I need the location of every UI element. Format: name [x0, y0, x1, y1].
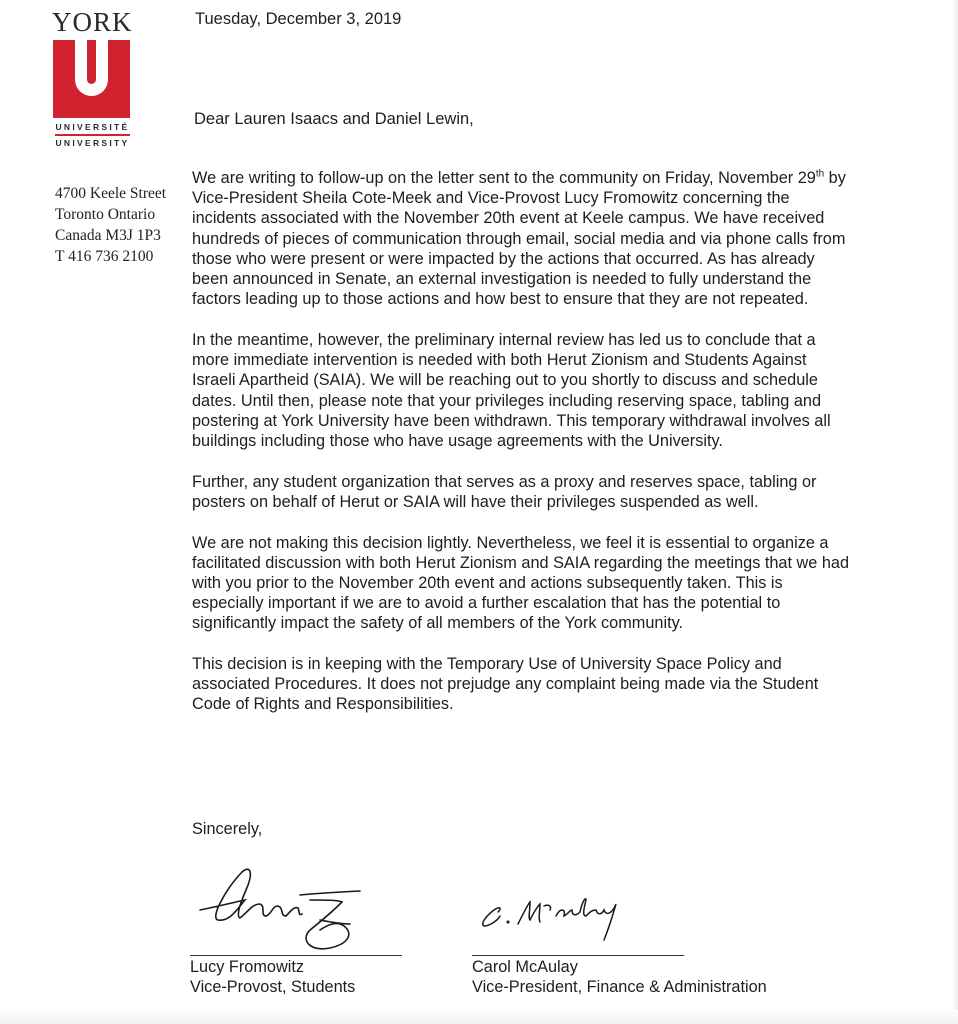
signatory-title: Vice-Provost, Students: [190, 978, 356, 996]
letter-date: Tuesday, December 3, 2019: [195, 10, 402, 28]
address-city: Toronto Ontario: [55, 206, 156, 223]
page-edge: [952, 0, 958, 1024]
salutation: Dear Lauren Isaacs and Daniel Lewin,: [194, 110, 474, 128]
logo-wordmark: YORK: [52, 7, 133, 37]
signature-mcaulay: [472, 860, 687, 955]
paragraph-2: In the meantime, however, the preliminary internal review has led us to conclude that a more immediate intervention is needed with both Herut Zionism and Students Against Israeli Apartheid (SAIA). We will be reaching out to you shortly to discuss and schedule dates. Until then, please note that your privileges including reserving space, tabling and postering at York University have been withdrawn. This temporary withdrawal involves all buildings including those who have usage agreements with the University.: [192, 330, 831, 450]
logo-line-english: UNIVERSITY: [55, 138, 130, 148]
paragraph-5: This decision is in keeping with the Temporary Use of University Space Policy and associated Procedures. It does not prejudge any complaint being made via the Student Code of Rights and Responsibilities.: [192, 655, 819, 714]
signature-line: [472, 955, 684, 956]
letter-body: [192, 168, 852, 735]
logo-u-mark: [53, 40, 130, 118]
signatory-name: Lucy Fromowitz: [190, 958, 304, 976]
paragraph-1: We are writing to follow-up on the letter sent to the community on Friday, November 29th by Vice-President Sheila Cote-Meek and Vice-Provost Lucy Fromowitz concerning the incidents associated with the November 20th event at Keele campus. We have received hundreds of pieces of communication through email, social media and via phone calls from those who were present or were impacted by the actions that occurred. As has already been announced in Senate, an external investigation is needed to fully understand the factors leading up to those actions and how best to ensure that they are not repeated.: [192, 168, 846, 309]
address-street: 4700 Keele Street: [55, 185, 167, 202]
letterhead-address: [55, 183, 166, 267]
signatory-name: Carol McAulay: [472, 958, 578, 976]
page-bottom-edge: [0, 1010, 958, 1024]
york-university-logo: [52, 8, 132, 148]
signature-block-fromowitz: [190, 860, 405, 997]
paragraph-4: We are not making this decision lightly. Nevertheless, we feel it is essential to organize a facilitated discussion with both Herut Zionism and SAIA regarding the meetings that we had with you prior to the November 20th event and actions subsequently taken. This is especially important if we are to avoid a further escalation that has the potential to significantly impact the safety of all members of the York community.: [192, 533, 850, 633]
address-phone: T 416 736 2100: [55, 248, 154, 265]
closing: Sincerely,: [192, 820, 263, 838]
logo-line-french: UNIVERSITÉ: [55, 122, 130, 132]
logo-u-shape: [75, 40, 108, 96]
signature-block-mcaulay: [472, 860, 767, 997]
signature-fromowitz: [190, 860, 405, 955]
address-country-postal: Canada M3J 1P3: [55, 227, 161, 244]
signatory-title: Vice-President, Finance & Administration: [472, 978, 767, 996]
logo-divider: [55, 134, 130, 136]
signature-line: [190, 955, 402, 956]
paragraph-3: Further, any student organization that serves as a proxy and reserves space, tabling or posters on behalf of Herut or SAIA will have their privileges suspended as well.: [192, 472, 817, 511]
